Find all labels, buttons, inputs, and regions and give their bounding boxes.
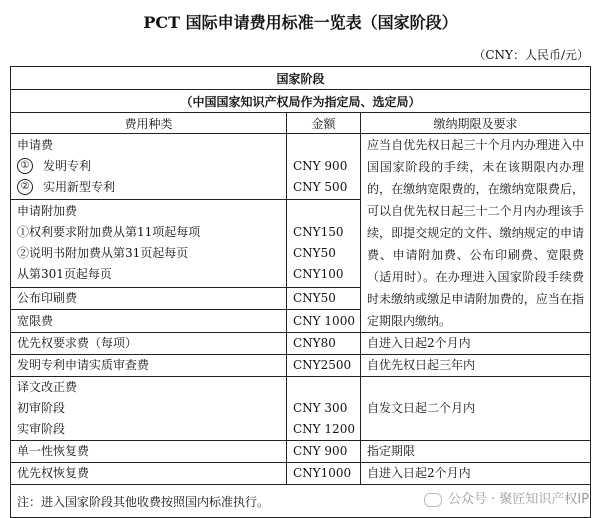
- unity-restoration-fee-amount: CNY 900: [293, 444, 348, 458]
- table-row: [11, 441, 591, 463]
- currency-unit: （CNY：人民币/元）: [473, 48, 589, 62]
- wechat-icon: [424, 493, 442, 507]
- description-surcharge-amount: CNY50: [293, 246, 336, 261]
- publication-fee-amount: CNY50: [293, 290, 336, 305]
- surcharge-cell: [11, 199, 287, 287]
- translation-fee-cell: [11, 377, 287, 441]
- priority-claim-fee-label: 优先权要求费（每项）: [17, 336, 138, 350]
- circled-number-1: ①: [17, 158, 33, 174]
- claims-surcharge-label: ①权利要求附加费从第11项起每项: [17, 225, 201, 240]
- substantive-exam-stage-label: 实审阶段: [17, 422, 66, 436]
- entry-deadline-text: 应当自优先权日起三十个月内办理进入中国国家阶段的手续，未在该期限内办理的，在缴纳宽限费的，在缴纳宽限费后，可以自优先权日起三十二个月内办理该手续，即提交规定的文件、缴纳规定的申请费、申请附加费、公布印刷费、宽限费（适用时）。在办理进入国家阶段手续费时未缴纳或缴足申请附加费的，应当在指定期限内缴纳。: [361, 134, 591, 333]
- circled-number-2: ②: [17, 179, 33, 195]
- priority-restoration-fee-amount: CNY1000: [293, 466, 352, 480]
- office-subheader: （中国国家知识产权局作为指定局、选定局）: [11, 90, 591, 113]
- column-header-fee-type: 费用种类: [11, 113, 287, 134]
- watermark: [424, 488, 589, 507]
- description-surcharge-301-label: 从第301页起每页: [17, 267, 112, 282]
- substantive-exam-stage-amount: CNY 1200: [293, 422, 355, 436]
- invention-patent-label: 发明专利: [43, 158, 92, 173]
- priority-restoration-deadline: 自进入日起2个月内: [367, 466, 471, 480]
- invention-patent-amount: CNY 900: [293, 158, 348, 173]
- substantive-exam-deadline: 自优先权日起三年内: [367, 358, 476, 372]
- table-row: [11, 134, 591, 200]
- substantive-exam-fee-amount: CNY2500: [293, 358, 352, 372]
- column-header-deadline: 缴纳期限及要求: [361, 113, 591, 134]
- table-row: [11, 463, 591, 485]
- priority-restoration-fee-label: 优先权恢复费: [17, 466, 90, 480]
- utility-model-label: 实用新型专利: [43, 179, 116, 194]
- application-fee-cell: [11, 134, 287, 200]
- grace-fee-amount: CNY 1000: [293, 313, 355, 328]
- translation-fee-deadline: 自发文日起二个月内: [367, 401, 476, 415]
- column-header-amount: 金额: [287, 113, 361, 134]
- description-surcharge-label: ②说明书附加费从第31页起每页: [17, 246, 189, 261]
- description-surcharge-301-amount: CNY100: [293, 267, 344, 282]
- priority-claim-fee-amount: CNY80: [293, 336, 336, 350]
- grace-fee-label: 宽限费: [17, 313, 54, 328]
- unity-restoration-fee-label: 单一性恢复费: [17, 444, 90, 458]
- application-fee-amounts: [287, 134, 361, 200]
- application-fee-label: 申请费: [17, 137, 54, 152]
- list-item: [17, 156, 280, 177]
- surcharge-label: 申请附加费: [17, 204, 78, 219]
- substantive-exam-fee-label: 发明专利申请实质审查费: [17, 358, 150, 372]
- unity-restoration-deadline: 指定期限: [367, 444, 416, 458]
- claims-surcharge-amount: CNY150: [293, 225, 344, 240]
- fee-table: [10, 66, 591, 518]
- table-row: [11, 333, 591, 355]
- preliminary-exam-stage-amount: CNY 300: [293, 401, 348, 415]
- translation-fee-label: 译文改正费: [17, 380, 78, 394]
- table-row: [11, 355, 591, 377]
- priority-claim-deadline: 自进入日起2个月内: [367, 336, 471, 350]
- publication-fee-label: 公布印刷费: [17, 290, 78, 305]
- preliminary-exam-stage-label: 初审阶段: [17, 401, 66, 415]
- utility-model-amount: CNY 500: [293, 179, 348, 194]
- document-title: PCT 国际申请费用标准一览表（国家阶段）: [143, 13, 458, 32]
- watermark-text: 公众号 · 聚匠知识产权IP: [447, 492, 589, 507]
- footnote: 注：进入国家阶段其他收费按照国内标准执行。: [11, 485, 591, 518]
- translation-fee-amounts: [287, 377, 361, 441]
- table-row: [11, 377, 591, 441]
- stage-header: 国家阶段: [11, 67, 591, 90]
- column-header-row: [11, 113, 591, 134]
- list-item: [17, 177, 280, 198]
- surcharge-amounts: [287, 199, 361, 287]
